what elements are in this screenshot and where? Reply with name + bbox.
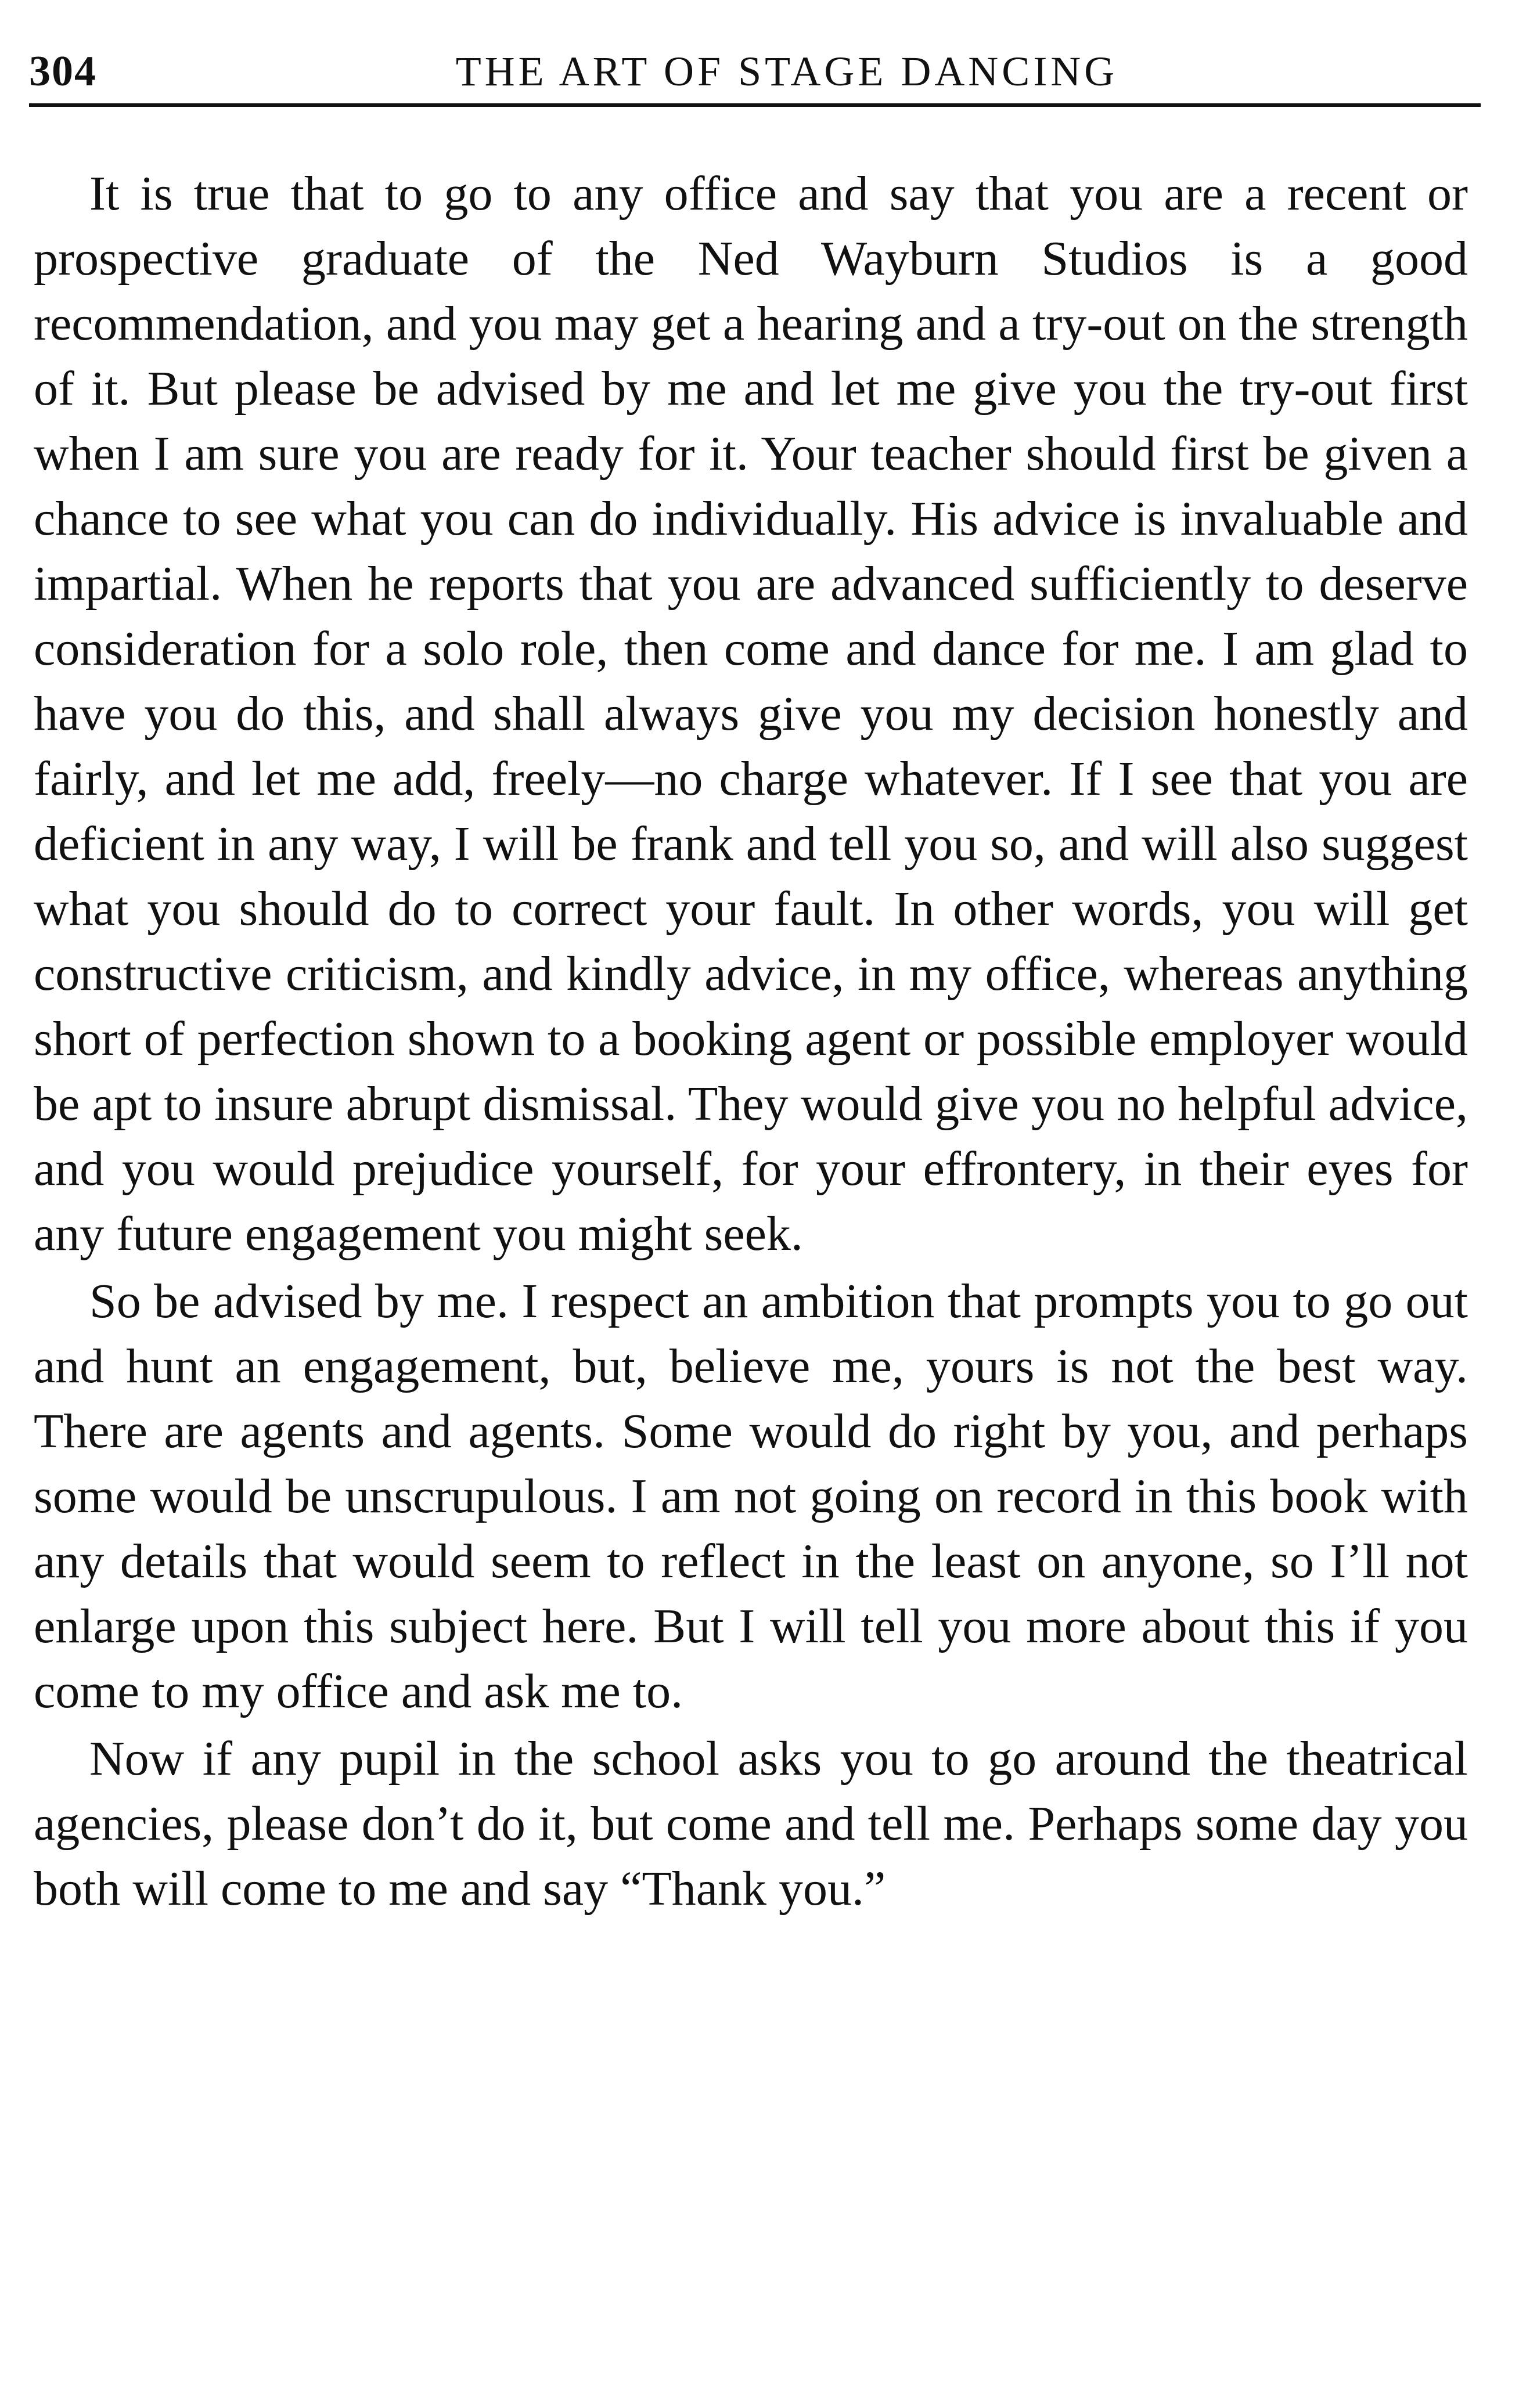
page-header xyxy=(29,39,1475,103)
paragraph-1: It is true that to go to any office and say that you are a recent or prospective graduate of the Ned Wayburn Studios is a good recommendation, and you may get a hearing and a try-out on the strength of it. But please be advised by me and let me give you the try-out first when I am sure you are ready for it. Your teacher should first be given a chance to see what you can do individually. His advice is invaluable and impartial. When he reports that you are advanced sufficiently to deserve consideration for a solo role, then come and dance for me. I am glad to have you do this, and shall always give you my decision honestly and fairly, and let me add, freely—no charge whatever. If I see that you are deficient in any way, I will be frank and tell you so, and will also suggest what you should do to correct your fault. In other words, you will get constructive criticism, and kindly advice, in my office, whereas anything short of perfection shown to a booking agent or possible employer would be apt to insure abrupt dismissal. They would give you no helpful advice, and you would prejudice yourself, for your effrontery, in their eyes for any future engagement you might seek. xyxy=(34,167,1468,1261)
paragraph-3: Now if any pupil in the school asks you to go around the theatrical agencies, please don’t do it, but come and tell me. Perhaps some day you both will come to me and say “Thank you.” xyxy=(34,1732,1468,1916)
paragraph-2: So be advised by me. I respect an ambition that prompts you to go out and hunt an engagement, but, believe me, yours is not the best way. There are agents and agents. Some would do right by you, and perhaps some would be unscrupulous. I am not going on record in this book with any details that would seem to reflect in the least on anyone, so I’ll not enlarge upon this subject here. But I will tell you more about this if you come to my office and ask me to. xyxy=(34,1274,1468,1718)
body-text xyxy=(34,161,1468,1924)
running-title: THE ART OF STAGE DANCING xyxy=(455,48,1118,95)
page-number: 304 xyxy=(29,48,97,95)
header-rule xyxy=(29,103,1481,107)
